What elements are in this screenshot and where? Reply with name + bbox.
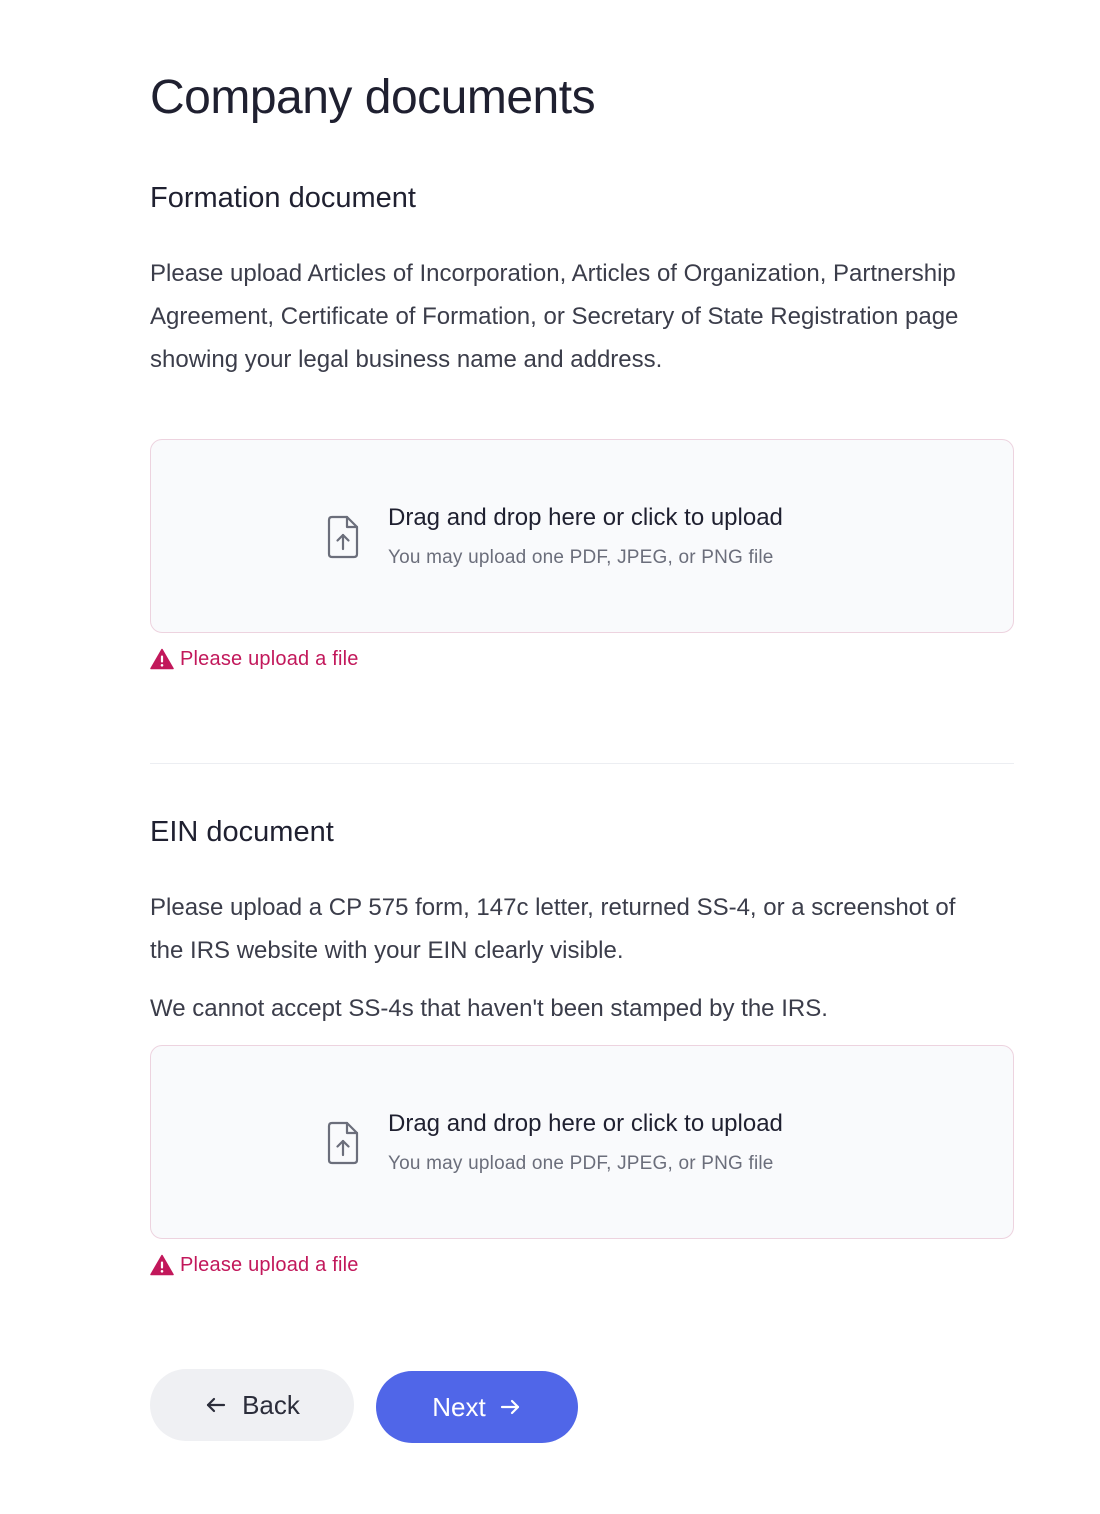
ein-error-message — [150, 1251, 359, 1279]
formation-dropzone-main-text: Drag and drop here or click to upload — [388, 504, 783, 531]
formation-error-message — [150, 645, 359, 673]
back-button-label: Back — [242, 1389, 300, 1420]
file-upload-icon — [325, 514, 361, 560]
ein-note: We cannot accept SS-4s that haven't been stamped by the IRS. — [150, 995, 828, 1022]
ein-dropzone-sub-text: You may upload one PDF, JPEG, or PNG file — [388, 1153, 774, 1174]
ein-error-text: Please upload a file — [180, 1253, 359, 1276]
arrow-right-icon — [498, 1395, 522, 1419]
warning-icon — [150, 648, 174, 670]
ein-description: Please upload a CP 575 form, 147c letter, returned SS-4, or a screenshot of the IRS website with your EIN clearly visible. — [150, 894, 956, 964]
back-button[interactable] — [150, 1369, 354, 1441]
file-upload-icon — [325, 1120, 361, 1166]
next-button-label: Next — [432, 1391, 486, 1422]
page-title: Company documents — [150, 71, 596, 124]
ein-section-title: EIN document — [150, 816, 334, 848]
formation-dropzone-sub-text: You may upload one PDF, JPEG, or PNG file — [388, 547, 774, 568]
next-button[interactable] — [376, 1371, 578, 1443]
arrow-left-icon — [204, 1393, 228, 1417]
section-divider — [150, 763, 1014, 764]
warning-icon — [150, 1254, 174, 1276]
ein-dropzone[interactable] — [150, 1045, 1014, 1239]
formation-description: Please upload Articles of Incorporation, Articles of Organization, Partnership Agreement, Certificate of Formation, or Secretary of State Registration page showing your legal business name and address. — [150, 260, 959, 373]
formation-dropzone[interactable] — [150, 439, 1014, 633]
formation-section-title: Formation document — [150, 182, 416, 214]
formation-error-text: Please upload a file — [180, 647, 359, 670]
ein-dropzone-main-text: Drag and drop here or click to upload — [388, 1110, 783, 1137]
